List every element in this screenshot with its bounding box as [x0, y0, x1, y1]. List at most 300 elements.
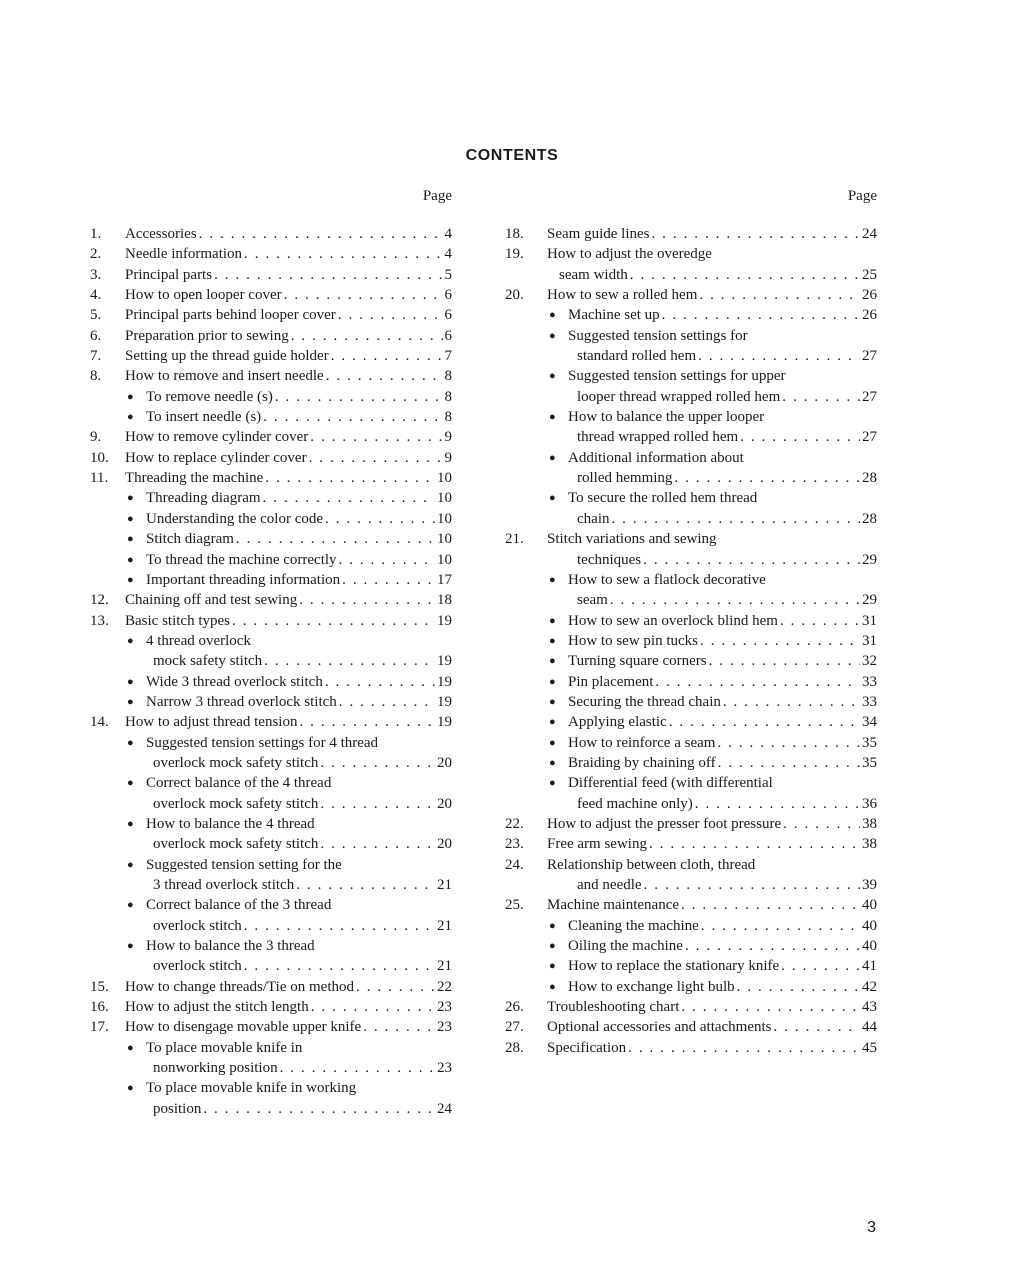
entry-title: Relationship between cloth, thread — [547, 856, 756, 873]
entry-title: overlock mock safety stitch — [153, 754, 319, 771]
toc-entry — [90, 1058, 452, 1078]
entry-title: overlock stitch — [153, 917, 242, 934]
bullet-icon: ● — [549, 675, 556, 688]
bullet-icon: ● — [549, 451, 556, 464]
dot-leader — [339, 550, 435, 570]
dot-leader — [309, 448, 443, 468]
toc-entry — [505, 346, 877, 366]
dot-leader — [203, 1099, 435, 1119]
toc-entry — [505, 224, 877, 244]
entry-title: How to remove cylinder cover — [125, 429, 309, 446]
dot-leader — [265, 468, 435, 488]
entry-number: 1. — [90, 226, 102, 242]
entry-title: Accessories — [125, 226, 197, 242]
entry-title: How to balance the upper looper — [568, 409, 765, 426]
toc-entry — [505, 631, 877, 651]
toc-entry — [90, 570, 452, 590]
entry-title: How to adjust the stitch length — [125, 999, 309, 1016]
toc-entry — [90, 692, 452, 712]
toc-entry — [90, 631, 452, 651]
entry-title: Suggested tension settings for — [568, 327, 748, 344]
entry-title: Stitch diagram — [146, 531, 234, 548]
entry-page: 27 — [862, 429, 877, 446]
dot-leader — [718, 753, 860, 773]
dot-leader — [339, 692, 435, 712]
entry-page: 4 — [444, 226, 452, 242]
entry-title: Setting up the thread guide holder — [125, 348, 329, 365]
entry-title: How to balance the 3 thread — [146, 938, 315, 955]
dot-leader — [275, 387, 443, 407]
entry-title: Wide 3 thread overlock stitch — [146, 673, 323, 690]
entry-title: How to sew a flatlock decorative — [568, 571, 766, 588]
toc-entry — [505, 387, 877, 407]
toc-entry — [505, 834, 877, 854]
entry-page: 27 — [862, 388, 877, 405]
entry-page: 43 — [862, 999, 877, 1016]
bullet-icon: ● — [549, 411, 556, 424]
entry-title: How to adjust the presser foot pressure — [547, 815, 782, 832]
entry-page: 25 — [862, 266, 877, 283]
toc-entry — [505, 305, 877, 325]
dot-leader — [264, 651, 435, 671]
dot-leader — [774, 1017, 860, 1037]
bullet-icon: ● — [127, 390, 134, 403]
dot-leader — [244, 916, 435, 936]
toc-entry — [505, 773, 877, 793]
toc-entry — [505, 265, 877, 285]
page-number: 3 — [867, 1219, 876, 1236]
entry-title: seam — [577, 592, 608, 609]
dot-leader — [717, 733, 860, 753]
dot-leader — [263, 488, 435, 508]
dot-leader — [244, 244, 442, 264]
entry-title: Cleaning the machine — [568, 917, 699, 934]
entry-title: seam width — [559, 266, 628, 283]
bullet-icon: ● — [127, 777, 134, 790]
entry-page: 20 — [437, 836, 452, 853]
entry-title: Needle information — [125, 246, 243, 263]
entry-title: Preparation prior to sewing — [125, 327, 289, 344]
dot-leader — [310, 427, 442, 447]
entry-number: 27. — [505, 1019, 524, 1036]
entry-page: 10 — [437, 490, 452, 507]
dot-leader — [700, 631, 860, 651]
entry-page: 8 — [444, 368, 452, 385]
entry-title: techniques — [577, 551, 642, 568]
dot-leader — [649, 834, 860, 854]
toc-entry — [90, 611, 452, 631]
toc-entry — [90, 265, 452, 285]
toc-entry — [505, 611, 877, 631]
entry-page: 35 — [862, 734, 877, 751]
entry-page: 19 — [437, 714, 452, 731]
entry-title: Threading the machine — [125, 470, 264, 487]
bullet-icon: ● — [549, 980, 556, 993]
entry-title: Oiling the machine — [568, 938, 683, 955]
entry-title: Machine maintenance — [547, 897, 680, 914]
entry-page: 26 — [862, 287, 877, 304]
dot-leader — [214, 265, 442, 285]
entry-page: 4 — [444, 246, 452, 263]
toc-entry — [505, 875, 877, 895]
entry-title: feed machine only) — [577, 795, 693, 812]
bullet-icon: ● — [127, 512, 134, 525]
entry-title: Stitch variations and sewing — [547, 531, 717, 548]
entry-page: 8 — [444, 409, 452, 426]
bullet-icon: ● — [127, 1041, 134, 1054]
entry-title: looper thread wrapped rolled hem — [577, 388, 781, 405]
entry-page: 20 — [437, 795, 452, 812]
toc-entry — [90, 305, 452, 325]
toc-entry — [505, 814, 877, 834]
toc-entry — [90, 427, 452, 447]
dot-leader — [311, 997, 435, 1017]
toc-entry — [505, 427, 877, 447]
entry-title: How to exchange light bulb — [568, 978, 735, 995]
bullet-icon: ● — [549, 329, 556, 342]
entry-title: Understanding the color code — [146, 510, 324, 527]
entry-title: standard rolled hem — [577, 348, 697, 365]
bullet-icon: ● — [549, 960, 556, 973]
entry-title: How to sew a rolled hem — [547, 287, 698, 304]
entry-title: Machine set up — [568, 307, 660, 324]
toc-entry — [90, 651, 452, 671]
toc-entry — [90, 1099, 452, 1119]
entry-title: nonworking position — [153, 1060, 278, 1077]
toc-entry — [90, 407, 452, 427]
dot-leader — [284, 285, 443, 305]
toc-entry — [505, 997, 877, 1017]
entry-page: 23 — [437, 999, 452, 1016]
toc-entry — [90, 712, 452, 732]
entry-title: Applying elastic — [568, 714, 667, 731]
entry-number: 11. — [90, 470, 109, 487]
entry-title: How to disengage movable upper knife — [125, 1019, 362, 1036]
entry-page: 18 — [437, 592, 452, 609]
entry-number: 3. — [90, 266, 102, 283]
dot-leader — [723, 692, 860, 712]
entry-title: How to replace cylinder cover — [125, 449, 307, 466]
entry-title: Additional information about — [568, 449, 744, 466]
dot-leader — [356, 977, 435, 997]
entry-page: 29 — [862, 551, 877, 568]
entry-title: To secure the rolled hem thread — [568, 490, 758, 507]
dot-leader — [280, 1058, 435, 1078]
toc-entry — [90, 875, 452, 895]
entry-number: 25. — [505, 897, 524, 914]
toc-entry — [505, 733, 877, 753]
entry-number: 9. — [90, 429, 102, 446]
dot-leader — [669, 712, 860, 732]
bullet-icon: ● — [127, 675, 134, 688]
entry-page: 10 — [437, 531, 452, 548]
toc-entry — [90, 814, 452, 834]
toc-entry — [90, 244, 452, 264]
toc-entry — [90, 997, 452, 1017]
bullet-icon: ● — [549, 756, 556, 769]
toc-entry — [90, 346, 452, 366]
dot-leader — [320, 834, 435, 854]
toc-entry — [90, 550, 452, 570]
entry-page: 6 — [444, 307, 452, 324]
toc-entry — [90, 1078, 452, 1098]
entry-page: 9 — [444, 429, 452, 446]
dot-leader — [781, 956, 860, 976]
entry-number: 23. — [505, 836, 524, 853]
dot-leader — [363, 1017, 435, 1037]
entry-title: To insert needle (s) — [146, 409, 262, 426]
entry-number: 10. — [90, 449, 109, 466]
toc-entry — [90, 936, 452, 956]
bullet-icon: ● — [549, 370, 556, 383]
entry-number: 2. — [90, 246, 102, 263]
toc-entry — [505, 550, 877, 570]
toc-entry — [505, 529, 877, 549]
toc-entry — [90, 834, 452, 854]
dot-leader — [299, 712, 435, 732]
entry-page: 24 — [437, 1100, 452, 1117]
entry-number: 16. — [90, 999, 109, 1016]
entry-page: 6 — [444, 287, 452, 304]
entry-number: 28. — [505, 1039, 524, 1056]
entry-title: Threading diagram — [146, 490, 261, 507]
page-column-header: Page — [847, 188, 877, 204]
entry-title: Optional accessories and attachments — [547, 1019, 772, 1036]
entry-title: How to reinforce a seam — [568, 734, 716, 751]
bullet-icon: ● — [127, 695, 134, 708]
dot-leader — [740, 427, 860, 447]
dot-leader — [644, 875, 860, 895]
entry-page: 5 — [444, 266, 452, 283]
entry-page: 6 — [444, 327, 452, 344]
toc-entry — [505, 651, 877, 671]
toc-entry — [505, 590, 877, 610]
entry-title: Principal parts — [125, 266, 213, 283]
entry-title: rolled hemming — [577, 470, 673, 487]
dot-leader — [263, 407, 442, 427]
dot-leader — [685, 936, 860, 956]
dot-leader — [331, 346, 443, 366]
entry-page: 10 — [437, 510, 452, 527]
toc-entry — [90, 794, 452, 814]
bullet-icon: ● — [127, 817, 134, 830]
entry-page: 9 — [444, 449, 452, 466]
entry-title: How to open looper cover — [125, 287, 282, 304]
entry-title: and needle — [577, 877, 642, 893]
dot-leader — [611, 509, 860, 529]
bullet-icon: ● — [549, 919, 556, 932]
entry-page: 38 — [862, 815, 877, 832]
entry-title: Differential feed (with differential — [568, 775, 773, 792]
entry-title: Correct balance of the 4 thread — [146, 775, 332, 792]
dot-leader — [681, 895, 860, 915]
entry-page: 34 — [862, 714, 877, 731]
toc-entry — [505, 366, 877, 386]
entry-title: How to sew pin tucks — [568, 632, 698, 649]
entry-title: Principal parts behind looper cover — [125, 307, 336, 324]
toc-entry — [90, 529, 452, 549]
entry-number: 22. — [505, 815, 524, 832]
toc-entry — [90, 956, 452, 976]
entry-number: 21. — [505, 531, 524, 548]
entry-title: 4 thread overlock — [146, 632, 251, 649]
toc-entry — [505, 977, 877, 997]
dot-leader — [709, 651, 860, 671]
entry-title: Free arm sewing — [547, 836, 647, 853]
entry-number: 17. — [90, 1019, 109, 1036]
bullet-icon: ● — [127, 634, 134, 647]
entry-title: To place movable knife in working — [146, 1080, 357, 1097]
toc-entry — [90, 753, 452, 773]
toc-right-column — [505, 188, 877, 1058]
toc-entry — [90, 387, 452, 407]
entry-title: How to sew an overlock blind hem — [568, 612, 778, 629]
toc-entry — [505, 509, 877, 529]
dot-leader — [782, 387, 860, 407]
bullet-icon: ● — [549, 309, 556, 322]
entry-page: 26 — [862, 307, 877, 324]
toc-entry — [90, 488, 452, 508]
toc-left-column — [90, 188, 452, 1119]
entry-page: 28 — [862, 470, 877, 487]
entry-title: How to replace the stationary knife — [568, 958, 780, 975]
entry-page: 20 — [437, 754, 452, 771]
entry-title: To thread the machine correctly — [146, 551, 337, 568]
dot-leader — [783, 814, 860, 834]
toc-entry — [505, 448, 877, 468]
entry-title: To remove needle (s) — [146, 388, 273, 405]
toc-entry — [505, 244, 877, 264]
entry-number: 20. — [505, 287, 524, 304]
entry-title: How to balance the 4 thread — [146, 815, 315, 832]
entry-title: Braiding by chaining off — [568, 754, 716, 771]
entry-title: Suggested tension settings for 4 thread — [146, 734, 379, 751]
bullet-icon: ● — [127, 492, 134, 505]
toc-entry — [505, 855, 877, 875]
entry-page: 31 — [862, 612, 877, 629]
entry-number: 12. — [90, 592, 109, 609]
bullet-icon: ● — [127, 940, 134, 953]
entry-page: 39 — [862, 877, 877, 893]
toc-entry — [505, 1038, 877, 1058]
toc-entry — [90, 733, 452, 753]
entry-title: Pin placement — [568, 673, 654, 690]
dot-leader — [320, 794, 435, 814]
entry-page: 40 — [862, 917, 877, 934]
toc-entry — [90, 855, 452, 875]
toc-entry — [90, 773, 452, 793]
dot-leader — [326, 366, 443, 386]
bullet-icon: ● — [127, 411, 134, 424]
entry-page: 35 — [862, 754, 877, 771]
dot-leader — [737, 977, 860, 997]
entry-page: 21 — [437, 877, 452, 893]
entry-page: 24 — [862, 226, 877, 242]
page-column-header: Page — [422, 188, 452, 204]
toc-entry — [90, 448, 452, 468]
toc-entry — [505, 794, 877, 814]
dot-leader — [199, 224, 443, 244]
toc-entry — [90, 1017, 452, 1037]
entry-page: 19 — [437, 612, 452, 629]
entry-title: To place movable knife in — [146, 1039, 303, 1056]
entry-page: 23 — [437, 1060, 452, 1077]
entry-number: 6. — [90, 327, 102, 344]
entry-page: 36 — [862, 795, 877, 812]
dot-leader — [643, 550, 860, 570]
toc-entry — [90, 916, 452, 936]
toc-entry — [90, 977, 452, 997]
dot-leader — [655, 672, 860, 692]
toc-entry — [505, 916, 877, 936]
bullet-icon: ● — [127, 553, 134, 566]
entry-title: How to adjust the overedge — [547, 246, 712, 263]
entry-page: 29 — [862, 592, 877, 609]
bullet-icon: ● — [127, 573, 134, 586]
entry-title: 3 thread overlock stitch — [153, 877, 295, 893]
entry-page: 40 — [862, 938, 877, 955]
toc-right-list — [505, 224, 877, 1058]
entry-page: 23 — [437, 1019, 452, 1036]
dot-leader — [610, 590, 860, 610]
toc-entry — [505, 956, 877, 976]
entry-page: 22 — [437, 978, 452, 995]
toc-entry — [505, 712, 877, 732]
dot-leader — [244, 956, 435, 976]
toc-entry — [90, 1038, 452, 1058]
toc-entry — [90, 672, 452, 692]
bullet-icon: ● — [549, 736, 556, 749]
entry-title: Chaining off and test sewing — [125, 592, 298, 609]
bullet-icon: ● — [127, 858, 134, 871]
toc-entry — [90, 326, 452, 346]
page-title: CONTENTS — [465, 147, 559, 164]
bullet-icon: ● — [127, 533, 134, 546]
entry-page: 45 — [862, 1039, 877, 1056]
dot-leader — [628, 1038, 860, 1058]
entry-page: 32 — [862, 653, 877, 670]
entry-title: Securing the thread chain — [568, 693, 721, 710]
entry-number: 15. — [90, 978, 109, 995]
dot-leader — [325, 672, 435, 692]
entry-title: Specification — [547, 1039, 627, 1056]
toc-entry — [90, 895, 452, 915]
toc-entry — [505, 936, 877, 956]
bullet-icon: ● — [549, 573, 556, 586]
entry-page: 27 — [862, 348, 877, 365]
dot-leader — [662, 305, 860, 325]
toc-entry — [505, 468, 877, 488]
bullet-icon: ● — [549, 695, 556, 708]
toc-entry — [90, 590, 452, 610]
entry-title: How to adjust thread tension — [125, 714, 298, 731]
dot-leader — [674, 468, 860, 488]
entry-number: 5. — [90, 307, 102, 324]
entry-page: 10 — [437, 551, 452, 568]
entry-page: 42 — [862, 978, 877, 995]
entry-page: 31 — [862, 632, 877, 649]
entry-title: mock safety stitch — [153, 653, 263, 670]
entry-title: thread wrapped rolled hem — [577, 429, 739, 446]
entry-page: 10 — [437, 470, 452, 487]
toc-entry — [90, 468, 452, 488]
entry-number: 19. — [505, 246, 524, 263]
dot-leader — [299, 590, 435, 610]
dot-leader — [698, 346, 860, 366]
toc-entry — [505, 488, 877, 508]
entry-page: 17 — [437, 571, 452, 588]
dot-leader — [342, 570, 435, 590]
